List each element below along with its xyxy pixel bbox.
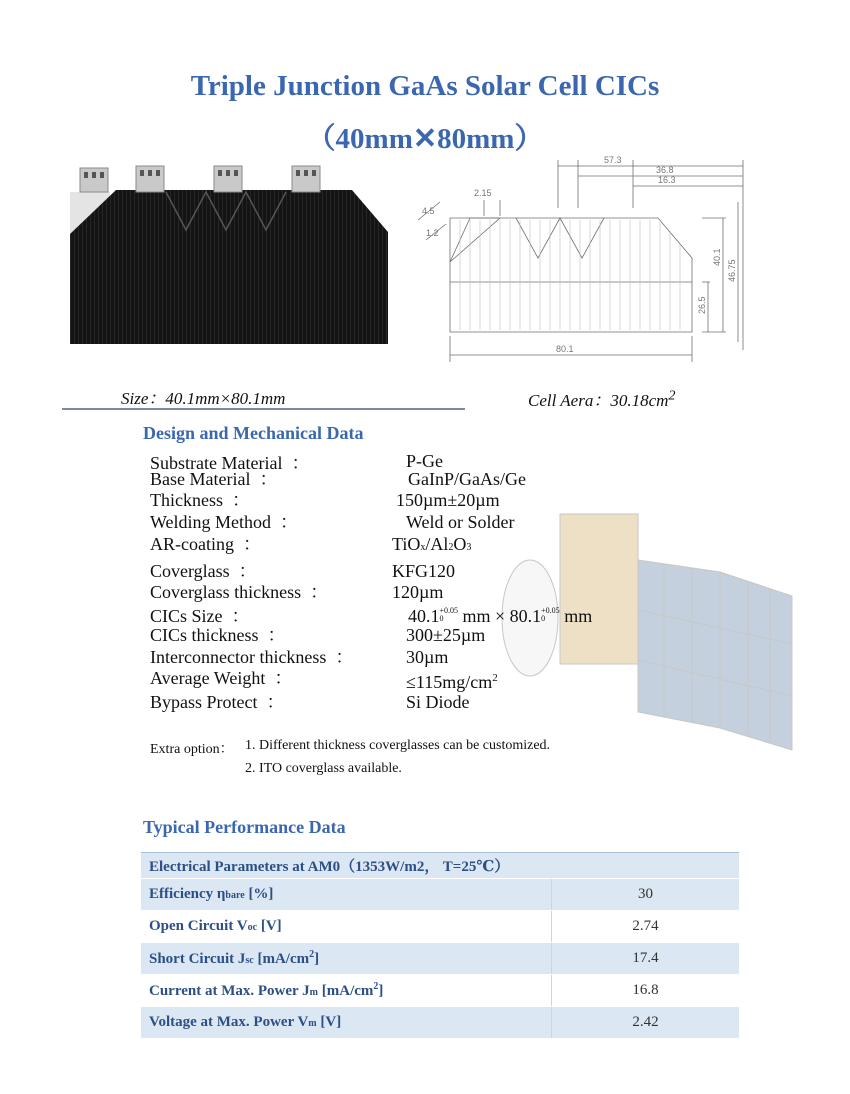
dim-36-8: 36.8: [656, 165, 674, 175]
value-current-max-power: 16.8: [552, 975, 740, 1007]
ar-coating-value: TiOx/Al2O3: [392, 534, 472, 554]
dim-1-2: 1.2: [426, 228, 439, 238]
table-row: [141, 975, 739, 1007]
table-row: [141, 1007, 739, 1039]
size-caption: Size：40.1mm×80.1mm: [121, 389, 286, 408]
cics-thickness-label: CICs thickness ：: [150, 625, 286, 645]
base-material-value: GaInP/GaAs/Ge: [408, 469, 526, 489]
caption-divider: [62, 408, 465, 410]
value-short-circuit: 17.4: [552, 943, 740, 975]
coverglass-thickness-value: 120µm: [392, 582, 444, 602]
satellite-image: [488, 500, 800, 760]
cell-area-text: Cell Aera：30.18cm: [528, 391, 669, 410]
param-efficiency: Efficiency ηbare [%]: [141, 879, 552, 911]
table-row: [141, 943, 739, 975]
dim-57-3: 57.3: [604, 155, 622, 165]
table-header-row: [141, 853, 739, 879]
cics-size-label: CICs Size ：: [150, 606, 250, 626]
bypass-protect-label: Bypass Protect ：: [150, 692, 285, 712]
welding-method-label: Welding Method ：: [150, 512, 299, 532]
cell-dimension-drawing: [408, 150, 768, 366]
param-open-circuit: Open Circuit Voc [V]: [141, 911, 552, 943]
dim-26-5: 26.5: [697, 296, 707, 314]
bypass-protect-value: Si Diode: [406, 692, 470, 712]
param-voltage-max-power: Voltage at Max. Power Vm [V]: [141, 1007, 552, 1039]
performance-table: [141, 852, 739, 1039]
thickness-label: Thickness ：: [150, 490, 250, 510]
page-title: Triple Junction GaAs Solar Cell CICs: [190, 70, 660, 102]
extra-option-1: 1. Different thickness coverglasses can be customized.: [245, 738, 551, 753]
base-material-label: Base Material ：: [150, 469, 278, 489]
value-voltage-max-power: 2.42: [552, 1007, 740, 1039]
coverglass-label: Coverglass ：: [150, 561, 257, 581]
average-weight-label: Average Weight ：: [150, 668, 293, 688]
welding-method-value: Weld or Solder: [406, 512, 515, 532]
table-row: [141, 879, 739, 911]
table-header-cell: Electrical Parameters at AM0（1353W/m2， T=25℃）: [141, 853, 739, 879]
substrate-material-label: Substrate Material ：: [150, 453, 310, 473]
thickness-value: 150µm±20µm: [396, 490, 500, 510]
extra-option-2: 2. ITO coverglass available.: [245, 761, 402, 776]
cell-area-sup: 2: [668, 387, 676, 404]
dim-40-1: 40.1: [712, 248, 722, 266]
dim-80-1: 80.1: [556, 344, 574, 354]
coverglass-thickness-label: Coverglass thickness ：: [150, 582, 329, 602]
dim-2-15: 2.15: [474, 188, 492, 198]
value-open-circuit: 2.74: [552, 911, 740, 943]
extra-option-label: Extra option：: [150, 742, 234, 757]
solar-cell-photo: [70, 162, 398, 348]
ar-coating-label: AR-coating ：: [150, 534, 261, 554]
performance-section-heading: Typical Performance Data: [143, 817, 346, 837]
dim-4-5: 4.5: [422, 206, 435, 216]
cell-area-caption: [528, 386, 675, 411]
param-current-max-power: Current at Max. Power Jm $[mA/cm^2]$: [141, 975, 552, 1007]
interconnector-thickness-label: Interconnector thickness ：: [150, 647, 354, 667]
dim-46-75: 46.75: [727, 259, 737, 282]
table-row: [141, 911, 739, 943]
cics-thickness-value: 300±25µm: [406, 625, 486, 645]
page-subtitle-dimensions: （40mm✕80mm）: [306, 123, 544, 155]
dim-16-3: 16.3: [658, 175, 676, 185]
average-weight-value: $\le 115mg/cm^2$: [406, 672, 498, 692]
param-short-circuit: Short Circuit Jsc $[mA/cm^2]$: [141, 943, 552, 975]
interconnector-thickness-value: 30µm: [406, 647, 449, 667]
design-section-heading: Design and Mechanical Data: [143, 423, 364, 443]
coverglass-value: KFG120: [392, 561, 456, 581]
cics-size-value: 40.1+0.05 0 mm × 80.1+0.05 0 mm: [408, 606, 593, 626]
substrate-material-value: P-Ge: [406, 451, 443, 471]
value-efficiency: 30: [552, 879, 740, 911]
